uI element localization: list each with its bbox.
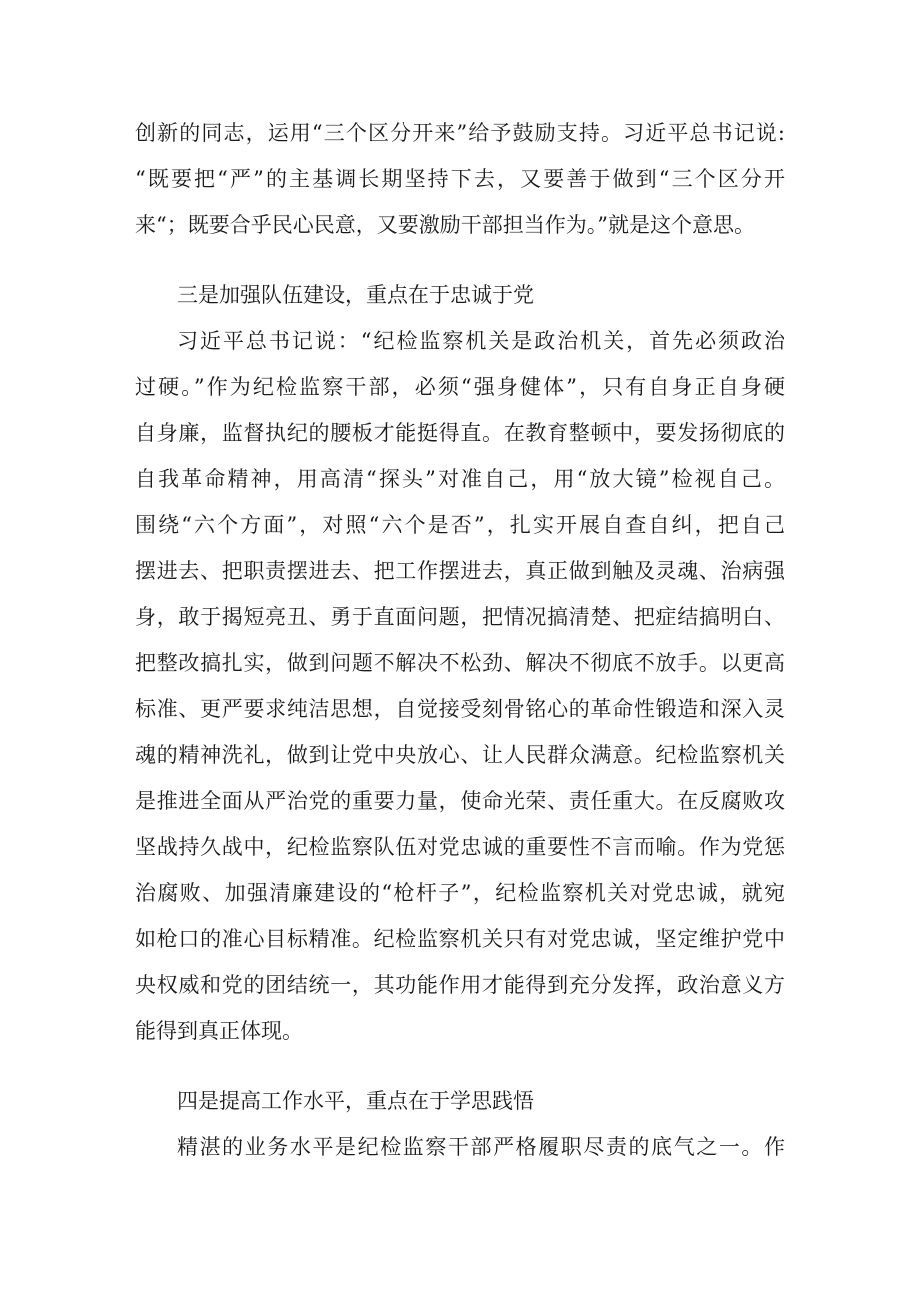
line-text: 习近平总书记说：“纪检监察机关是政治机关，首先必须政治 bbox=[177, 329, 787, 353]
line-text: 创新的同志，运用“三个区分开来”给予鼓励支持。习近平总书记说: bbox=[135, 121, 787, 145]
heading-text: 三是加强队伍建设，重点在于忠诚于党 bbox=[177, 283, 534, 307]
line-text: 如枪口的准心目标精准。纪检监察机关只有对党忠诚，坚定维护党中 bbox=[135, 927, 786, 951]
line-text: 坚战持久战中，纪检监察队伍对党忠诚的重要性不言而喻。作为党惩 bbox=[135, 835, 786, 859]
line-text: 魂的精神洗礼，做到让党中央放心、让人民群众满意。纪检监察机关 bbox=[135, 743, 786, 767]
line-text: 自我革命精神，用高清“探头”对准自己，用“放大镜”检视自己。 bbox=[135, 467, 788, 491]
line-text: 治腐败、加强清廉建设的“枪杆子”，纪检监察机关对党忠诚，就宛 bbox=[135, 881, 787, 905]
line-text: 把整改搞扎实，做到问题不解决不松劲、解决不彻底不放手。以更高 bbox=[135, 651, 786, 675]
line-text: 摆进去、把职责摆进去、把工作摆进去，真正做到触及灵魂、治病强 bbox=[135, 559, 786, 583]
line-text: 精湛的业务水平是纪检监察干部严格履职尽责的底气之一。作 bbox=[177, 1135, 787, 1159]
line-text: 标准、更严要求纯洁思想，自觉接受刻骨铭心的革命性锻造和深入灵 bbox=[135, 697, 786, 721]
line-text: 是推进全面从严治党的重要力量，使命光荣、责任重大。在反腐败攻 bbox=[135, 789, 786, 813]
heading-text: 四是提高工作水平，重点在于学思践悟 bbox=[177, 1089, 534, 1113]
line-text: 能得到真正体现。 bbox=[135, 1019, 303, 1043]
line-text: 围绕“六个方面”，对照“六个是否”，扎实开展自查自纠，把自己 bbox=[135, 513, 788, 537]
line-text: 央权威和党的团结统一，其功能作用才能得到充分发挥，政治意义方 bbox=[135, 973, 786, 997]
line-text: 过硬。”作为纪检监察干部，必须“强身健体”，只有自身正自身硬 bbox=[135, 375, 788, 399]
line-text: 自身廉，监督执纪的腰板才能挺得直。在教育整顿中，要发扬彻底的 bbox=[135, 421, 786, 445]
line-text: 身，敢于揭短亮丑、勇于直面问题，把情况搞清楚、把症结搞明白、 bbox=[135, 605, 786, 629]
line-text: 来“；既要合乎民心民意，又要激励干部担当作为。”就是这个意思。 bbox=[135, 213, 755, 237]
line-text: “既要把“严”的主基调长期坚持下去，又要善于做到“三个区分开 bbox=[135, 167, 788, 191]
